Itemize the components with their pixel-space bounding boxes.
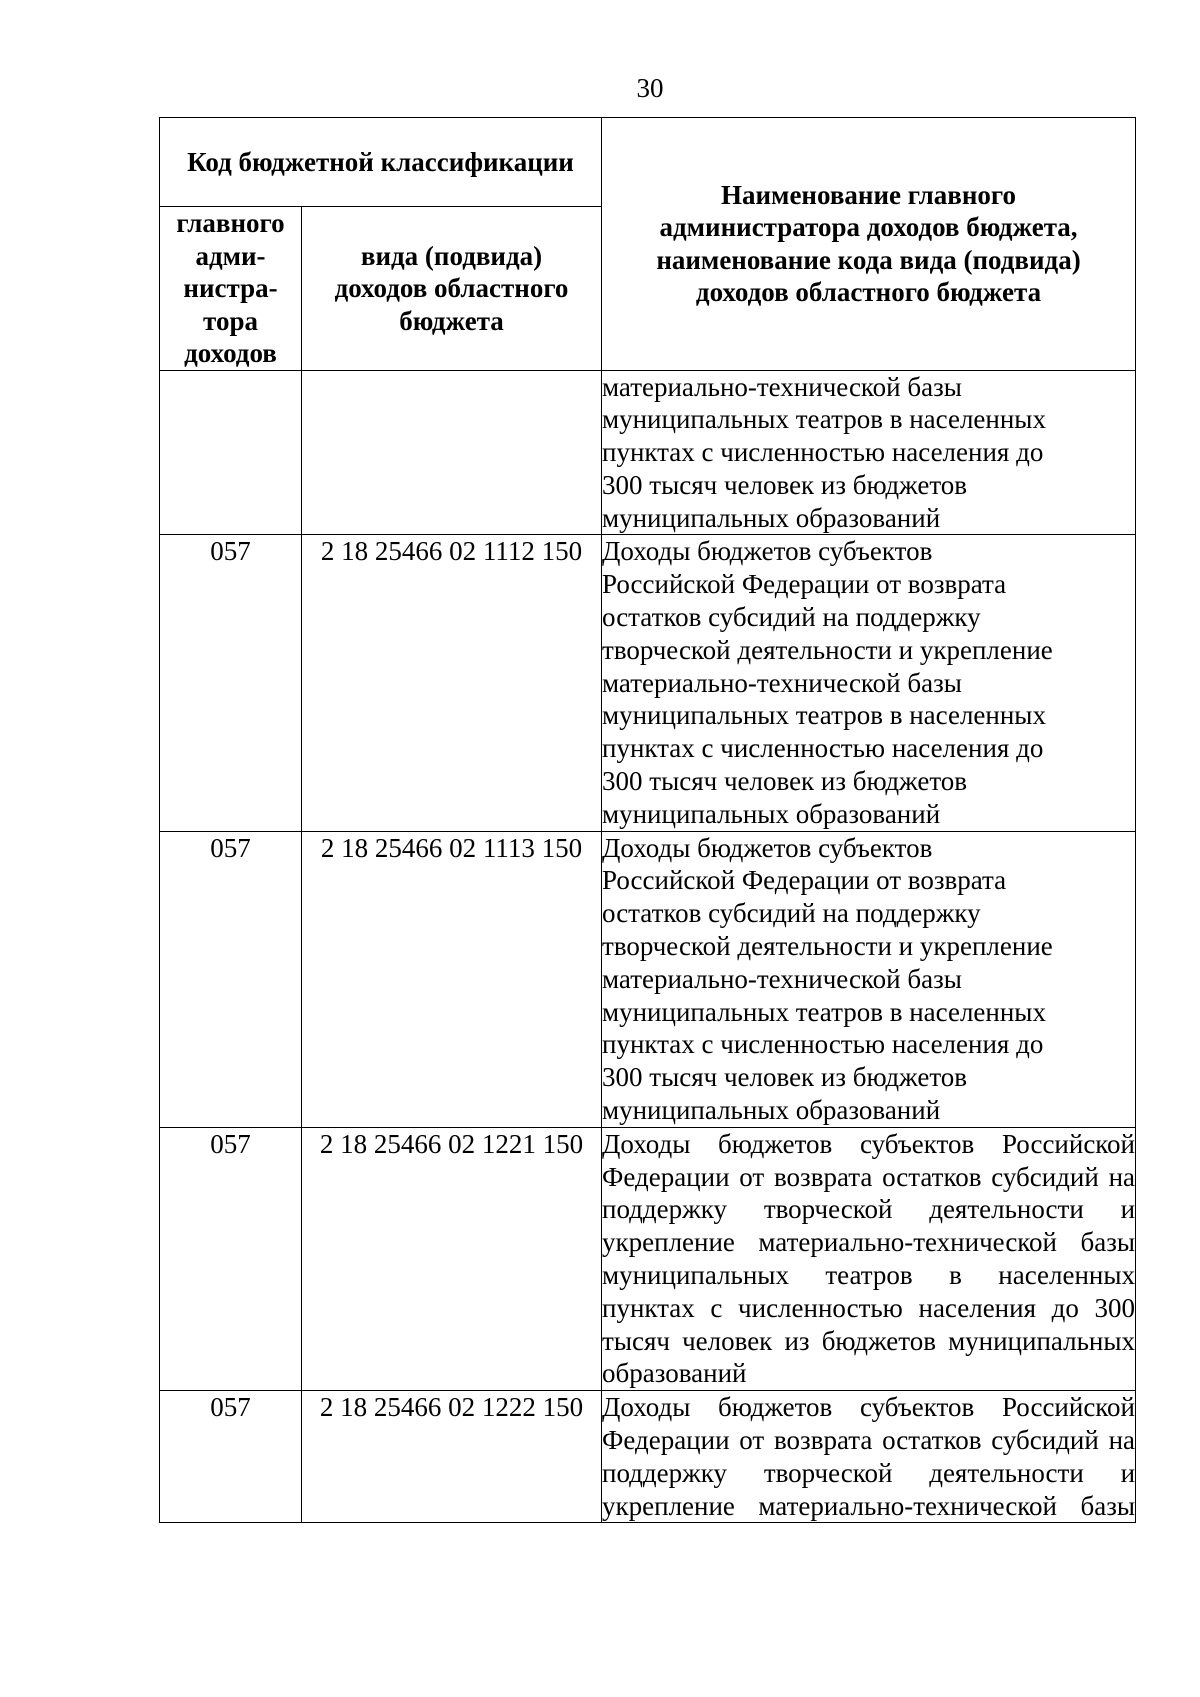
income-code-cell: 2 18 25466 02 1221 150: [302, 1127, 602, 1390]
name-line: Российской Федерации от возврата: [602, 865, 1007, 896]
name-line: 300 тысяч человек из бюджетов: [602, 766, 968, 797]
name-line: Доходы бюджетов субъектов: [602, 832, 933, 863]
page-number: 30: [636, 73, 664, 103]
name-line: остатков субсидий на поддержку: [602, 898, 981, 929]
name-line: муниципальных образований: [602, 502, 941, 533]
income-name-cell: Доходы бюджетов субъектов Российской Федерации от возврата остатков субсидий на поддержку творческой деятельности и укрепление материально-технической базы: [602, 1391, 1136, 1523]
table-row: [160, 535, 1136, 831]
header-name-line: Наименование главного: [721, 179, 1017, 210]
income-code-cell: 2 18 25466 02 1112 150: [302, 535, 602, 831]
income-code-cell: 2 18 25466 02 1222 150: [302, 1391, 602, 1523]
name-line: 300 тысяч человек из бюджетов: [602, 1062, 968, 1093]
header-admin-line: главного: [176, 208, 285, 238]
name-line: творческой деятельности и укрепление: [602, 931, 1053, 962]
admin-code-cell: 057: [160, 535, 302, 831]
header-name-line: администратора доходов бюджета,: [659, 212, 1078, 243]
header-admin: [160, 207, 302, 371]
name-line: материально-технической базы: [602, 963, 962, 994]
income-name-cell: [602, 535, 1136, 831]
name-line: Российской Федерации от возврата: [602, 569, 1007, 600]
name-line: материально-технической базы: [602, 667, 962, 698]
name-line: Доходы бюджетов субъектов: [602, 536, 933, 567]
name-line: муниципальных образований: [602, 798, 941, 829]
name-line: муниципальных театров в населенных: [602, 700, 1046, 731]
admin-code-cell: [160, 370, 302, 535]
name-line: муниципальных образований: [602, 1095, 941, 1126]
header-row-1: [160, 118, 1136, 207]
budget-classification-table: [159, 117, 1136, 1523]
header-admin-line: доходов: [184, 338, 277, 368]
income-name-cell: [602, 831, 1136, 1127]
header-admin-line: нистра-: [183, 273, 278, 303]
header-admin-line: тора: [203, 305, 258, 336]
header-type-line: вида (подвида): [360, 240, 543, 271]
name-line: муниципальных театров в населенных: [602, 404, 1046, 435]
name-line: творческой деятельности и укрепление: [602, 634, 1053, 665]
header-type-line: бюджета: [399, 305, 504, 336]
header-type: [302, 207, 602, 371]
header-name-line: доходов областного бюджета: [695, 277, 1042, 308]
table-row: [160, 831, 1136, 1127]
name-line: пунктах с численностью населения до: [602, 1029, 1044, 1060]
header-type-line: доходов областного: [334, 273, 569, 303]
admin-code-cell: 057: [160, 831, 302, 1127]
table-row: [160, 370, 1136, 535]
name-line: остатков субсидий на поддержку: [602, 602, 981, 633]
table-row: [160, 1127, 1136, 1390]
table-row: [160, 1391, 1136, 1523]
header-admin-line: адми-: [195, 240, 266, 271]
header-kbk: Код бюджетной классификации: [160, 118, 602, 207]
name-line: материально-технической базы: [602, 371, 962, 402]
admin-code-cell: 057: [160, 1127, 302, 1390]
income-code-cell: [302, 370, 602, 535]
header-name-line: наименование кода вида (подвида): [656, 244, 1081, 275]
admin-code-cell: 057: [160, 1391, 302, 1523]
income-code-cell: 2 18 25466 02 1113 150: [302, 831, 602, 1127]
name-line: пунктах с численностью населения до: [602, 437, 1044, 468]
income-name-cell: [602, 370, 1136, 535]
income-name-cell: Доходы бюджетов субъектов Российской Федерации от возврата остатков субсидий на поддержку творческой деятельности и укрепление материально-технической базы муниципальных театров в населенных пунктах с численностью населения до 300 тысяч человек из бюджетов муниципальных образований: [602, 1127, 1136, 1390]
header-name: [602, 118, 1136, 371]
name-line: 300 тысяч человек из бюджетов: [602, 469, 968, 500]
name-line: пунктах с численностью населения до: [602, 733, 1044, 764]
name-line: муниципальных театров в населенных: [602, 996, 1046, 1027]
